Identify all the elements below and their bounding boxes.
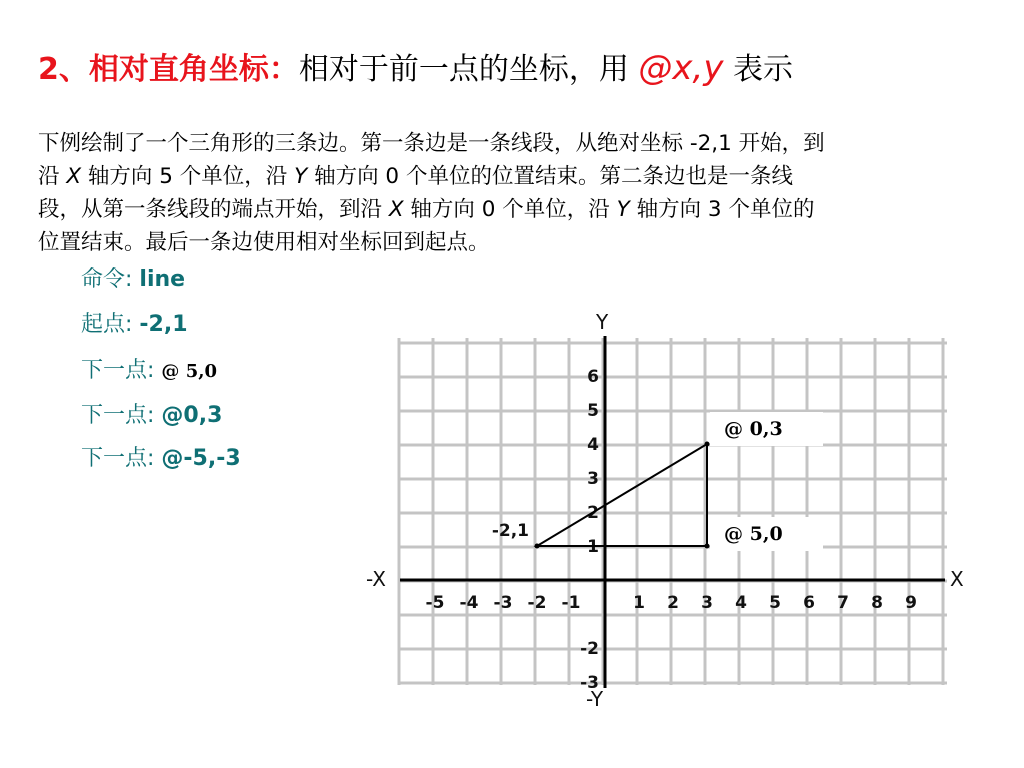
command-next-point-3: 下一点: @-5,-3	[81, 446, 241, 471]
x-tick-label: -2	[527, 593, 547, 613]
x-tick-label: 3	[701, 593, 713, 613]
neg-y-axis-label: -Y	[586, 687, 604, 711]
x-tick-label: 6	[803, 593, 815, 613]
annotation-upper: @ 0,3	[710, 412, 823, 446]
command-next-point-2: 下一点: @0,3	[81, 403, 223, 428]
triangle-vertex	[705, 442, 710, 447]
x-tick-label: 5	[769, 593, 781, 613]
y-axis-label: Y	[596, 310, 609, 334]
y-tick-label: -2	[580, 639, 599, 659]
x-tick-label: -4	[459, 593, 479, 613]
x-tick-label: -1	[561, 593, 581, 613]
y-tick-label: 4	[587, 435, 599, 455]
title-prefix: 2、相对直角坐标：	[38, 52, 299, 87]
command-next-point-1: 下一点: @ 5,0	[81, 358, 218, 383]
x-tick-label: -3	[493, 593, 513, 613]
title-text: 相对于前一点的坐标，用	[298, 52, 639, 87]
paragraph-line-1: 下例绘制了一个三角形的三条边。第一条边是一条线段，从绝对坐标 -2,1 开始，到	[38, 131, 825, 156]
x-tick-label: 4	[735, 593, 747, 613]
x-tick-label: 2	[667, 593, 679, 613]
title-formula: @x,y	[638, 48, 724, 88]
y-tick-label: 1	[587, 537, 599, 557]
triangle-vertex	[535, 544, 540, 549]
triangle-vertex	[705, 544, 710, 549]
start-point-label: -2,1	[491, 521, 529, 541]
x-tick-label: 9	[905, 593, 917, 613]
y-tick-label: 2	[587, 503, 599, 523]
x-tick-label: -5	[425, 593, 445, 613]
x-tick-label: 1	[633, 593, 645, 613]
y-tick-label: 6	[587, 367, 599, 387]
annotation-lower: @ 5,0	[710, 517, 823, 551]
x-axis-label: X	[950, 567, 964, 591]
y-tick-label: 3	[587, 469, 599, 489]
x-tick-label: 8	[871, 593, 883, 613]
y-tick-label: -3	[580, 673, 599, 693]
triangle-path	[537, 444, 707, 546]
command-start-point: 起点: -2,1	[81, 312, 188, 337]
neg-x-axis-label: -X	[366, 567, 386, 591]
paragraph-line-3: 段，从第一条线段的端点开始，到沿 X 轴方向 0 个单位，沿 Y 轴方向 3 个单位的	[38, 197, 815, 222]
command-line: 命令: line	[81, 267, 186, 292]
paragraph-line-2: 沿 X 轴方向 5 个单位，沿 Y 轴方向 0 个单位的位置结束。第二条边也是一条线	[38, 164, 793, 189]
x-tick-label: 7	[837, 593, 849, 613]
paragraph-line-4: 位置结束。最后一条边使用相对坐标回到起点。	[38, 230, 490, 255]
y-tick-label: 5	[587, 401, 599, 421]
title-suffix: 表示	[723, 52, 794, 87]
